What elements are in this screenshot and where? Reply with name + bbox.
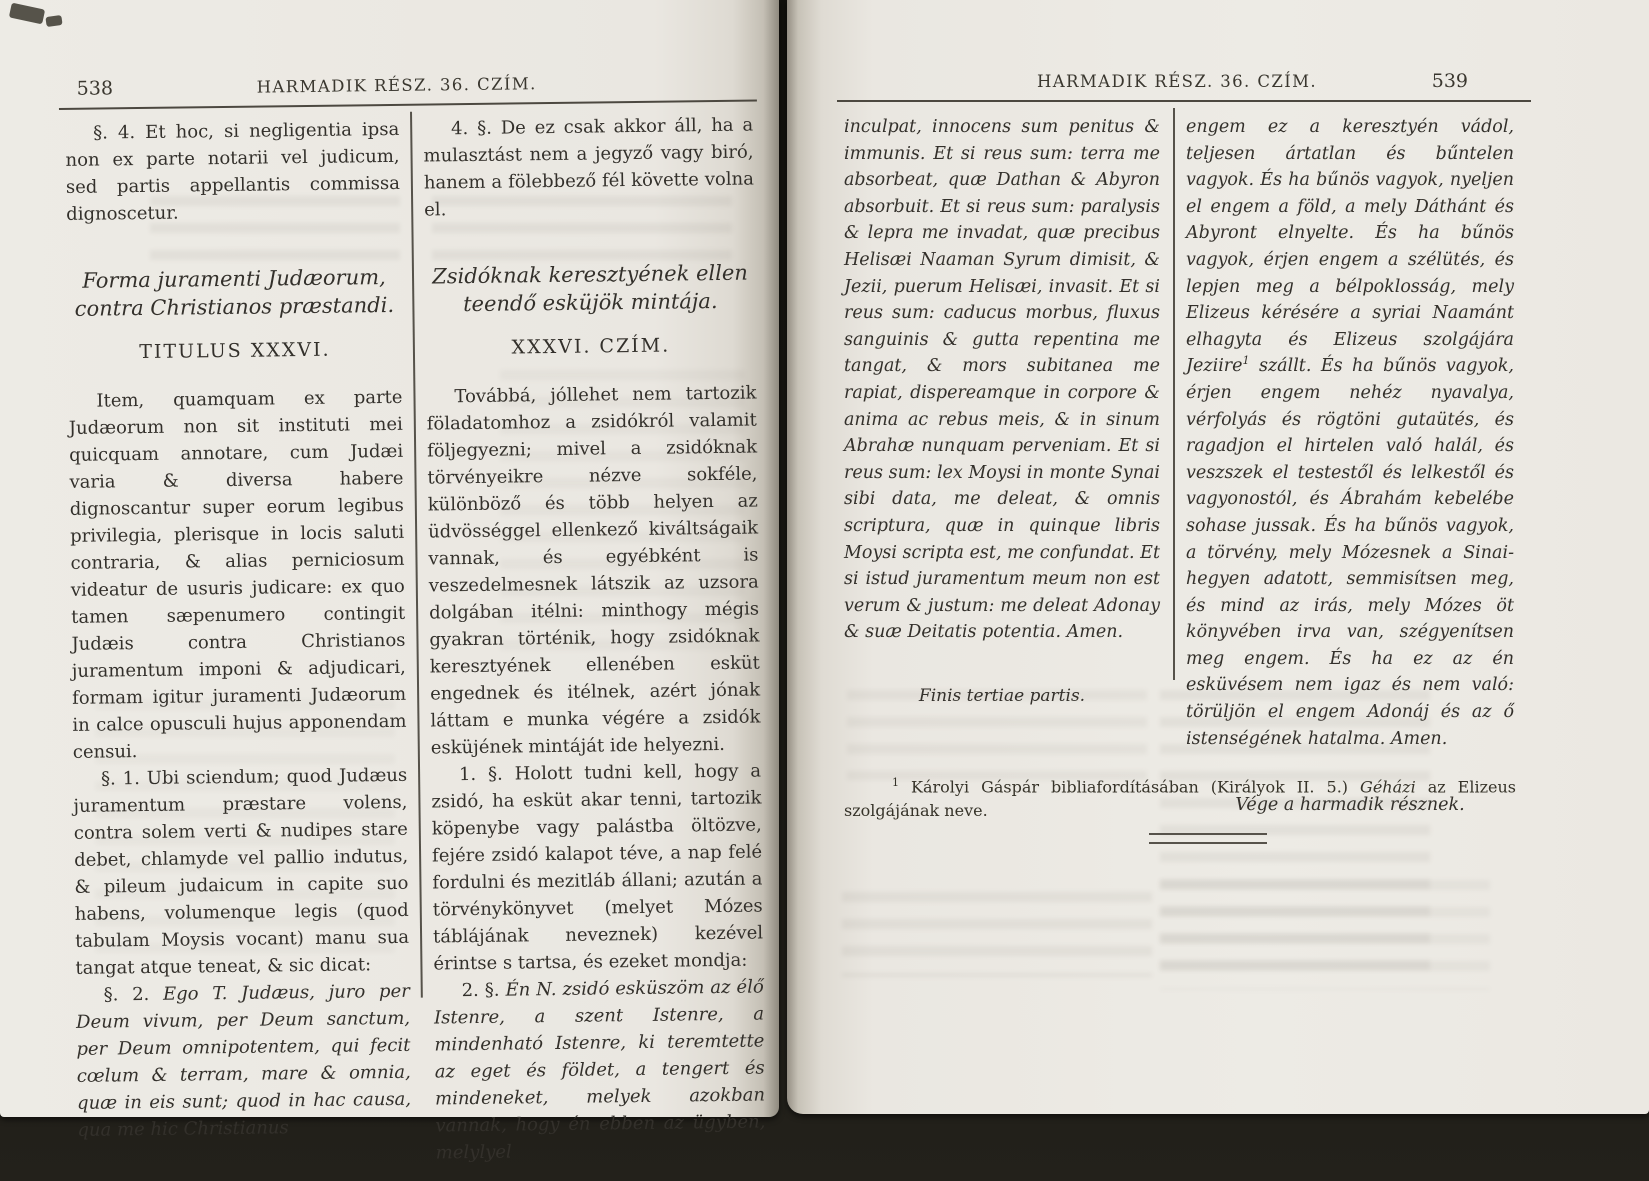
- page-number: 538: [76, 77, 114, 100]
- section-heading-latin: Forma juramenti Judæorum, contra Christianos præstandi.: [74, 265, 395, 321]
- oath-continuation-latin: inculpat, innocens sum penitus & immunis. Et si reus sum: terra me absorbeat, quæ Dathan & Abyron absorbuit. Et si reus sum: paralysis & lepra me invadat, quæ precibus Helisæi Naaman Syrum dimisit, & Jezii, puerum Helisæi, invasit. Et si reus sum: caducus morbus, fluxus sanguinis & gutta repentina me tangat, & mors subitanea me rapiat, dispereamque in corpore & anima ac rebus meis, & in sinum Abrahæ nunquam perveniam. Et si reus sum: lex Moysi in monte Synai sibi data, me deleat, & omnis scriptura, quæ in quinque libris Moysi scripta est, me confundat. Et si istud juramentum meum non est verum & justum: me deleat Adonay & suæ Deitatis potentia. Amen.: [844, 117, 1160, 643]
- paragraph: §. 1. Ubi sciendum; quod Judæus juramentum præstare volens, contra solem verti & nudipes stare debet, chlamyde vel pallio indutus, & pileum judaicum in capite suo habens, volumenque legis (quod tabulam Moysis vocant) manu sua tangat atque teneat, & sic dicat:: [73, 764, 410, 979]
- footnote-text: Károlyi Gáspár bibliafordításában (Királyok II. 5.): [899, 777, 1361, 797]
- section-end-double-rule: [1149, 833, 1267, 844]
- titulus-heading: TITULUS XXXVI.: [139, 339, 331, 364]
- oath-text-latin: Ego T. Judæus, juro per Deum vivum, per Deum sanctum, per Deum omnipotentem, qui fecit cœlum & terram, mare & omnia, quæ in eis sunt; quod in hac causa, qua me hic Christianus: [75, 980, 412, 1141]
- header-rule: [59, 99, 757, 110]
- bleed-through-ghost-text: [842, 892, 1152, 977]
- oath-text-hungarian: Én N. zsidó esküszöm az élő Istenre, a szent Istenre, a mindenható Istenre, ki teremtette az eget és földet, a tengert és mindeneket, melyek azokban vannak, hogy én ebben az ügyben, melylyel: [433, 976, 766, 1164]
- footnote-reference: 1: [1242, 354, 1250, 368]
- header-rule: [837, 100, 1531, 102]
- oath-part1: engem ez a keresztyén vádol, teljesen ártatlan és bűntelen vagyok. És ha bűnös vagyok, nyeljen el engem a föld, a mely Dáthánt és Abyront elnyelte. És ha bűnös vagyok, érjen engem a szélütés, és lepjen meg a bélpoklosság, mely Elizeus kérésére a syriai Naamánt elhagyta és Elizeus szolgájára Jeziire: [1186, 117, 1514, 377]
- page-left: [0, 0, 779, 1164]
- section-mark: 2. §.: [461, 979, 506, 1002]
- running-title: HARMADIK RÉSZ. 36. CZÍM.: [1036, 72, 1318, 91]
- paragraph: Továbbá, jóllehet nem tartozik föladatomhoz a zsidókról valamit följegyezni; mivel a zsidóknak törvényeikre nézve sokféle, különböző és több helyen az üdvösséggel ellenkező kiváltságaik vannak, és egyébként is veszedelmesnek látszik az uzsora dolgában itélni: minthogy mégis gyakran történik, hogy zsidóknak keresztyének ellenében esküt engednek és itélnek, azért jónak láttam e munka végére a zsidók esküjének mintáját ide helyezni.: [426, 382, 761, 759]
- oath-continuation-hungarian: [1186, 114, 1514, 752]
- footnote-text: az Elizeus szolgájának neve.: [844, 777, 1517, 820]
- column-hungarian: [423, 112, 766, 1167]
- paragraph: [434, 973, 766, 1166]
- footnote-name: Géházi: [1360, 777, 1416, 797]
- section-mark: §. 2.: [103, 983, 164, 1006]
- footnote-marker: 1: [892, 776, 899, 789]
- column-latin-oath: [844, 114, 1160, 819]
- page-number: 539: [1431, 70, 1468, 92]
- footnote: [844, 775, 1516, 822]
- section-heading-hungarian: Zsidóknak keresztyének ellen teendő esküjök mintája.: [432, 260, 748, 316]
- czim-heading: XXXVI. CZÍM.: [511, 335, 671, 359]
- page-left-content: [0, 0, 786, 1164]
- column-hungarian-oath: [1186, 114, 1514, 819]
- text-columns: [844, 114, 1517, 820]
- paragraph: Item, quamquam ex parte Judæorum non sit instituti mei quicquam annotare, cum Judæi varia & diversa habere dignoscantur super eorum legibus privilegia, plerisque in locis saluti contraria, & alias perniciosum videatur de usuris judicare: ex quo tamen sæpenumero contingit Judæis contra Christianos juramentum imponi & adjudicari, formam igitur juramenti Judæorum in calce opusculi hujus apponendam censui.: [68, 386, 407, 763]
- page-right: [787, 0, 1649, 1114]
- text-columns: [65, 112, 766, 1171]
- finis-line: Finis tertiae partis.: [918, 685, 1086, 706]
- paragraph: [76, 978, 412, 1144]
- column-latin: [65, 116, 412, 1171]
- bleed-through-ghost-text: [1160, 880, 1490, 990]
- paragraph: 4. §. De ez csak akkor áll, ha a mulasztást nem a jegyző vagy biró, hanem a fölebbező fél követte volna el.: [423, 114, 754, 221]
- paragraph: §. 4. Et hoc, si negligentia ipsa non ex parte notarii vel judicum, sed partis appellantis commissa dignoscetur.: [65, 118, 401, 225]
- oath-part2: szállt. És ha bűnös vagyok, érjen engem nehéz nyavalya, vérfolyás és rögtöni gutaütés, és ragadjon el hirtelen való halál, és veszszek el testestől és lelkestől és vagyonostól, és Ábrahám kebelébe sohase jussak. És ha bűnös vagyok, a törvény, mely Mózesnek a Sinai-hegyen adatott, semmisítsen meg, és mind az irás, mely Mózes öt könyvében irva van, szégyenítsen meg engem. És ha ez az én esküvésem nem igaz és nem való: törüljön el engem Adonáj és az ő istenségének hatalma. Amen.: [1186, 356, 1514, 749]
- paragraph: 1. §. Holott tudni kell, hogy a zsidó, ha esküt akar tenni, tartozik köpenybe vagy palástba öltözve, fejére zsidó kalapot téve, a nap felé fordulni és mezitláb állani; azután a törvénykönyvet (melyet Mózes táblájának neveznek) kezével érintse s tartsa, és ezeket mondja:: [431, 760, 764, 975]
- part-end-line: Vége a harmadik résznek.: [1235, 795, 1465, 816]
- running-title: HARMADIK RÉSZ. 36. CZÍM.: [256, 74, 537, 97]
